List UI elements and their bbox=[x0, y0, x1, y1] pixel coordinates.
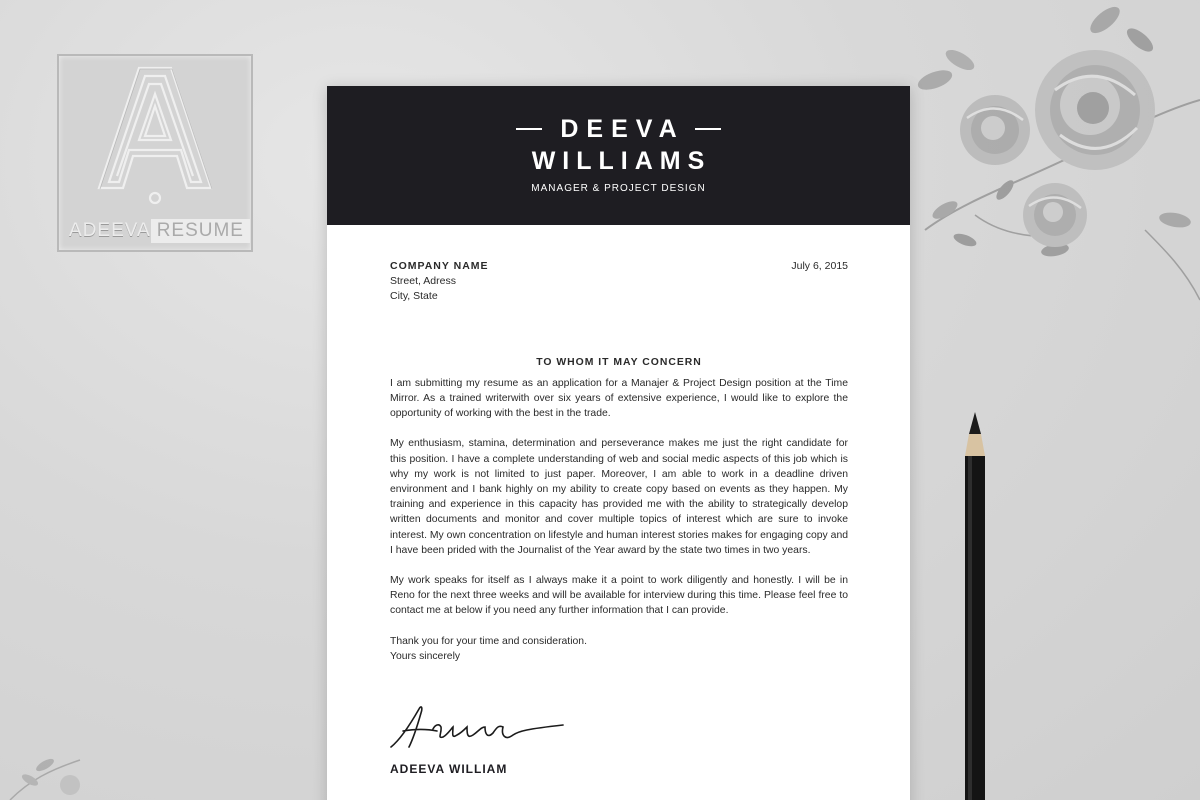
first-name: DEEVA bbox=[560, 115, 685, 143]
closing-line: Thank you for your time and consideration. bbox=[390, 635, 587, 647]
letter-paragraph: My enthusiasm, stamina, determination and perseverance makes me just the right candidate for this position. I have a complete understanding of web and social medic aspects of this job which is why my work is not limited to just paper. Moreover, I am able to work in a deadline driven environment and I bank highly on my ability to create copy based on events as they happen. My training and experience in this capacity has provided me with the ability to strategically develop written documents and monitor and cover multiple topics of interest which are sure to invoke interest. My own concentration on lifestyle and human interest stories makes for engaging copy and I have been prided with the Journalist of the Year award by the state two times in two years. bbox=[390, 438, 848, 556]
signer-name: ADEEVA WILLIAM bbox=[390, 762, 508, 776]
letter-date: July 6, 2015 bbox=[791, 260, 848, 272]
city-state: City, State bbox=[390, 290, 438, 303]
closing-sign-off: Yours sincerely bbox=[390, 650, 461, 662]
brand-logo bbox=[57, 54, 253, 252]
logo-left-word: ADEEVA bbox=[69, 220, 151, 241]
last-name: WILLIAMS bbox=[531, 147, 712, 175]
flower-icon bbox=[905, 0, 1200, 330]
letter-header bbox=[327, 86, 910, 225]
logo-right-word: RESUME bbox=[151, 219, 250, 243]
letter-body bbox=[390, 259, 848, 664]
signature-icon bbox=[387, 703, 567, 753]
header-rule-right bbox=[695, 128, 721, 130]
flower-icon bbox=[0, 740, 90, 800]
logo-wordmark bbox=[65, 217, 245, 245]
header-rule-left bbox=[516, 128, 542, 130]
street-address: Street, Adress bbox=[390, 275, 456, 288]
letter-paragraph: My work speaks for itself as I always make it a point to work diligently and honestly. I will be in Reno for the next three weeks and will be available for interview during this time. Please feel free to contact me at below if you need any further information that I can provide. bbox=[390, 575, 848, 617]
pencil-icon bbox=[955, 412, 995, 800]
letter-paragraph: I am submitting my resume as an application for a Manajer & Project Design position at the Time Mirror. As a trained writerwith over six years of extensive experience, I would like to explore the opportunity of working with the best in the trade. bbox=[390, 377, 848, 420]
first-name-row bbox=[327, 114, 910, 144]
company-name: COMPANY NAME bbox=[390, 260, 489, 272]
job-title: MANAGER & PROJECT DESIGN bbox=[531, 183, 706, 194]
cover-letter-page bbox=[327, 86, 910, 800]
letter-subject: TO WHOM IT MAY CONCERN bbox=[536, 356, 702, 368]
recipient-row bbox=[390, 259, 848, 274]
